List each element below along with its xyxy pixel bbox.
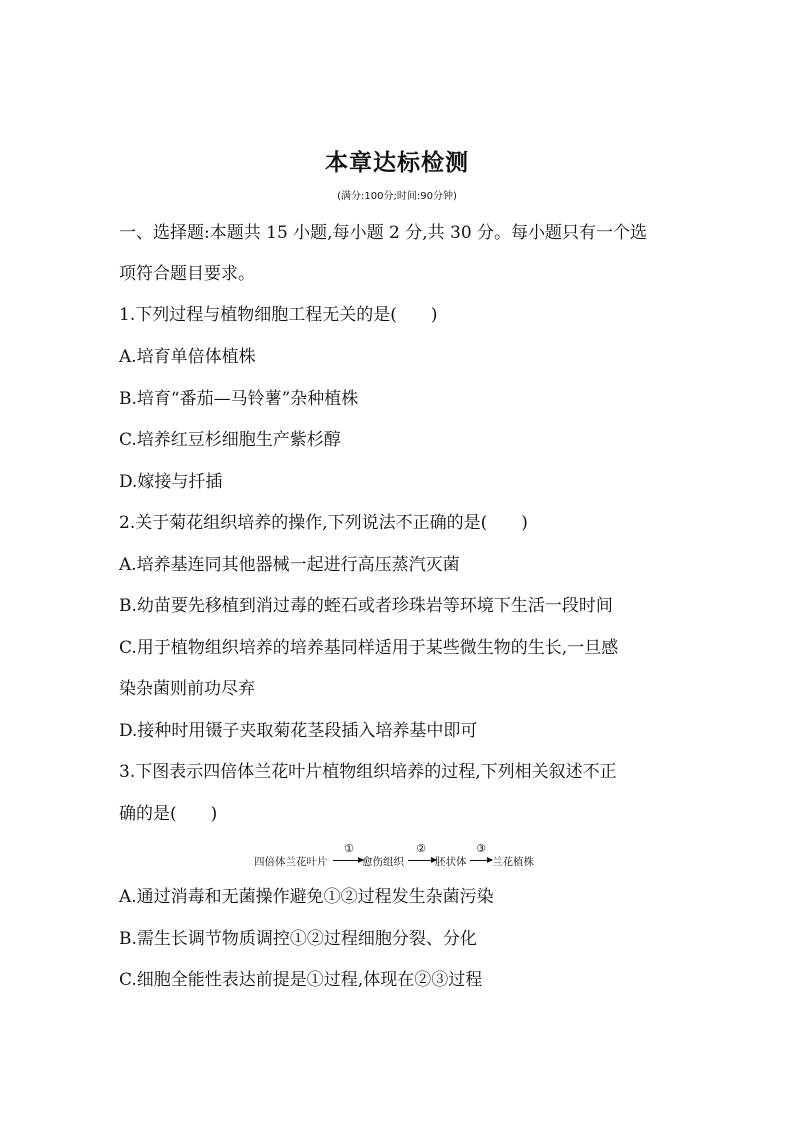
q2-stem: 2.关于菊花组织培养的操作,下列说法不正确的是( ) xyxy=(119,513,528,533)
q3-option-c: C.细胞全能性表达前提是①过程,体现在②③过程 xyxy=(119,970,483,990)
flow-node-embryoid: 胚状体 xyxy=(435,856,467,868)
section-heading-line-2: 项符合题目要求。 xyxy=(119,264,255,284)
q2-option-a: A.培养基连同其他器械一起进行高压蒸汽灭菌 xyxy=(119,555,460,575)
q1-option-d: D.嫁接与扦插 xyxy=(119,472,223,492)
flow-arrow-2 xyxy=(408,860,436,861)
flow-arrow-3 xyxy=(470,860,492,861)
flow-node-leaf: 四倍体兰花叶片 xyxy=(254,856,328,868)
q2-option-b: B.幼苗要先移植到消过毒的蛭石或者珍珠岩等环境下生活一段时间 xyxy=(119,596,613,616)
q1-option-a: A.培育单倍体植株 xyxy=(119,347,256,367)
page-subtitle: (满分:100分;时间:90分钟) xyxy=(337,191,457,202)
q3-option-b: B.需生长调节物质调控①②过程细胞分裂、分化 xyxy=(119,929,477,949)
q2-option-c-line-1: C.用于植物组织培养的培养基同样适用于某些微生物的生长,一旦感 xyxy=(119,638,619,658)
section-heading-line-1: 一、选择题:本题共 15 小题,每小题 2 分,共 30 分。每小题只有一个选 xyxy=(119,223,648,243)
q3-stem-line-2: 确的是( ) xyxy=(119,804,218,824)
q3-process-diagram xyxy=(0,842,794,872)
q1-option-b: B.培育“番茄—马铃薯”杂种植株 xyxy=(119,389,359,409)
q2-option-c-line-2: 染杂菌则前功尽弃 xyxy=(119,679,255,699)
flow-node-callus: 愈伤组织 xyxy=(362,856,404,868)
flow-step-3: ③ xyxy=(476,842,486,855)
q1-stem: 1.下列过程与植物细胞工程无关的是( ) xyxy=(119,305,438,325)
flow-step-1: ① xyxy=(344,842,354,855)
q1-option-c: C.培养红豆杉细胞生产紫杉醇 xyxy=(119,430,341,450)
flow-node-plant: 兰花植株 xyxy=(492,856,534,868)
flow-step-2: ② xyxy=(416,842,426,855)
flow-arrow-1 xyxy=(333,860,363,861)
q3-option-a: A.通过消毒和无菌操作避免①②过程发生杂菌污染 xyxy=(119,887,494,907)
page-title: 本章达标检测 xyxy=(325,150,469,176)
q3-stem-line-1: 3.下图表示四倍体兰花叶片植物组织培养的过程,下列相关叙述不正 xyxy=(119,762,617,782)
q2-option-d: D.接种时用镊子夹取菊花茎段插入培养基中即可 xyxy=(119,721,478,741)
